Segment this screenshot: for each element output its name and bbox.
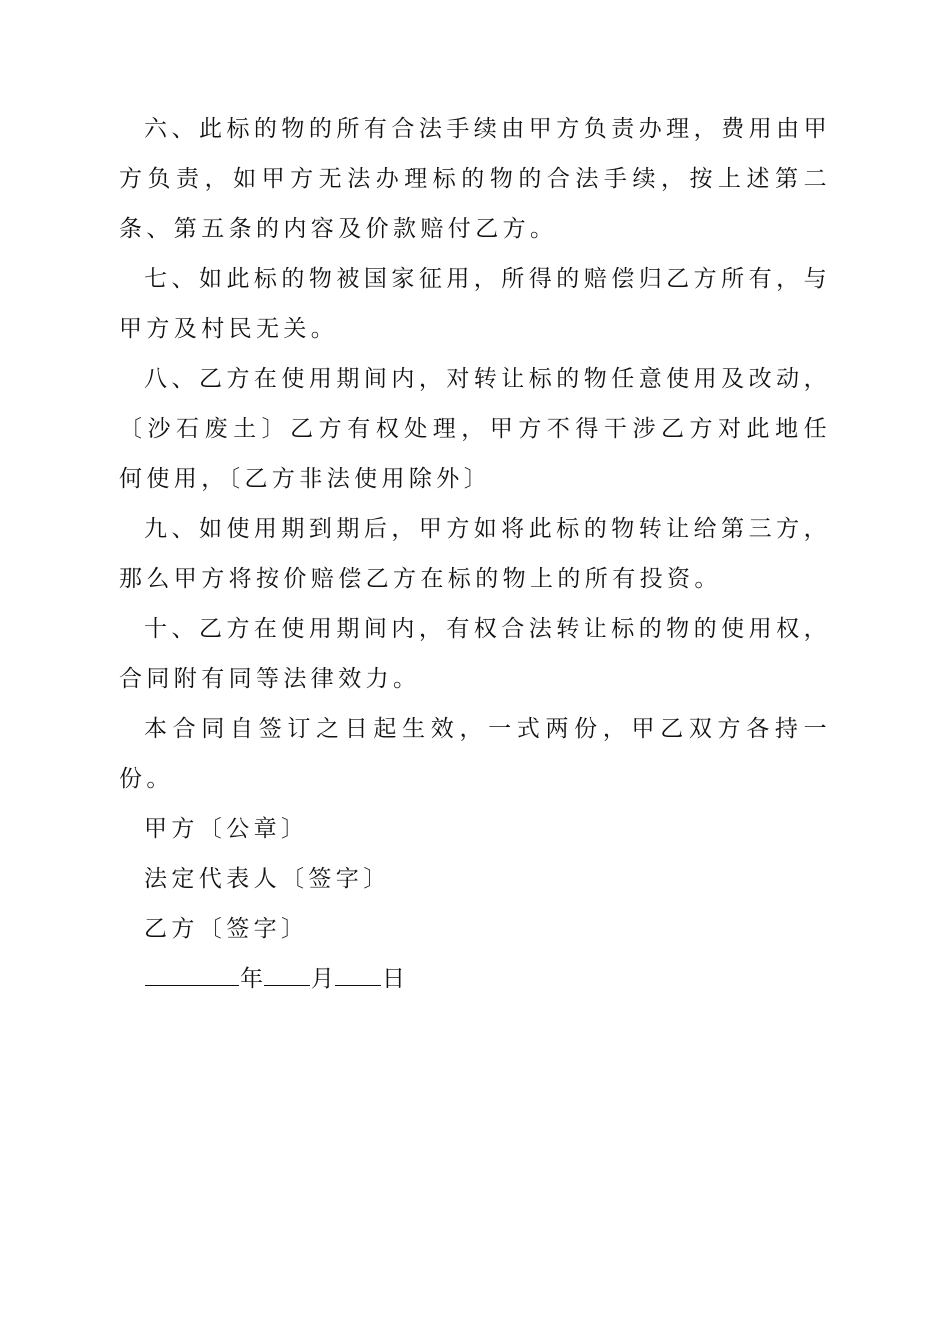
- day-label: 日: [382, 966, 405, 992]
- date-line: [119, 954, 831, 1004]
- legal-representative-signature-line: 法定代表人〔签字〕: [144, 866, 391, 892]
- contract-body: [119, 104, 831, 1004]
- effective-clause: 本合同自签订之日起生效，一式两份，甲乙双方各持一份。: [119, 716, 831, 792]
- day-blank: [335, 965, 381, 986]
- clause-10: 十、乙方在使用期间内，有权合法转让标的物的使用权，合同附有同等法律效力。: [119, 616, 831, 692]
- year-blank: [145, 965, 239, 986]
- year-label: 年: [240, 966, 263, 992]
- party-b-signature-line: 乙方〔签字〕: [144, 916, 309, 942]
- clause-7: 七、如此标的物被国家征用，所得的赔偿归乙方所有，与甲方及村民无关。: [119, 266, 831, 342]
- party-a-seal-line: 甲方〔公章〕: [144, 816, 309, 842]
- clause-9: 九、如使用期到期后，甲方如将此标的物转让给第三方，那么甲方将按价赔偿乙方在标的物上的所有投资。: [119, 516, 831, 592]
- clause-6: 六、此标的物的所有合法手续由甲方负责办理，费用由甲方负责，如甲方无法办理标的物的合法手续，按上述第二条、第五条的内容及价款赔付乙方。: [119, 116, 831, 242]
- month-blank: [264, 965, 310, 986]
- clause-8: 八、乙方在使用期间内，对转让标的物任意使用及改动，〔沙石废土〕乙方有权处理，甲方不得干涉乙方对此地任何使用，〔乙方非法使用除外〕: [119, 366, 831, 492]
- month-label: 月: [311, 966, 334, 992]
